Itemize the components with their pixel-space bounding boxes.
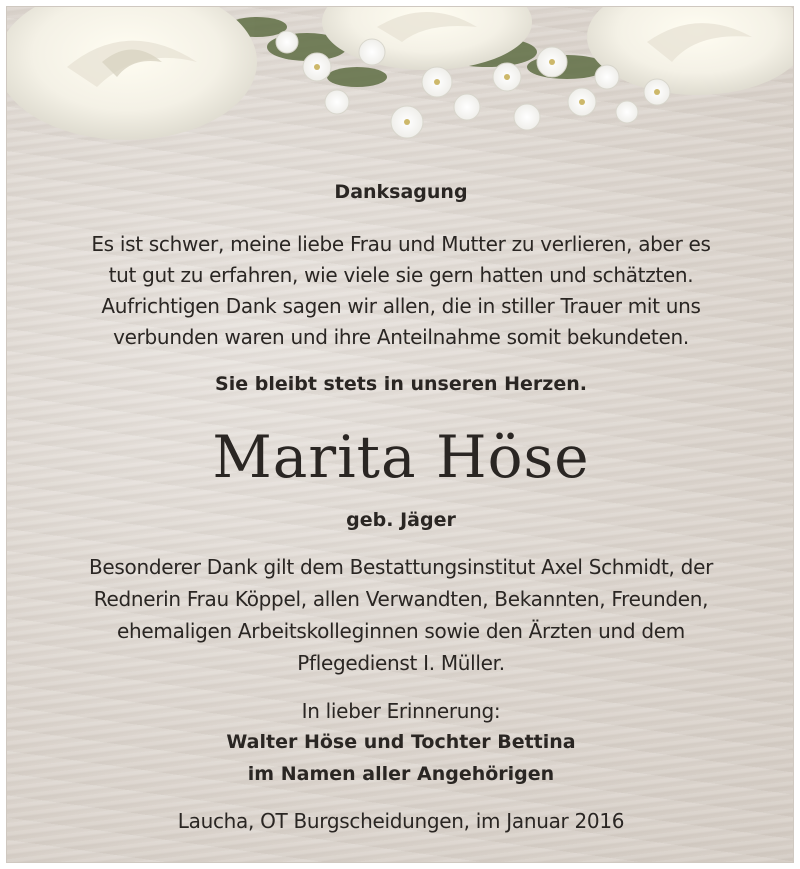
obituary-card (6, 6, 794, 863)
paragraph1-line: Aufrichtigen Dank sagen wir allen, die in stiller Trauer mit uns (101, 294, 701, 318)
paragraph1-line: verbunden waren und ihre Anteilnahme somit bekundeten. (113, 325, 689, 349)
paragraph1-line: tut gut zu erfahren, wie viele sie gern hatten und schätzten. (108, 263, 694, 287)
signer-line: im Namen aller Angehörigen (247, 763, 555, 785)
flower-decoration (7, 7, 794, 167)
deceased-name: Marita Höse (212, 423, 590, 491)
place-date: Laucha, OT Burgscheidungen, im Januar 2016 (177, 809, 625, 833)
remembrance: In lieber Erinnerung: (301, 699, 501, 723)
signer-line: Walter Höse und Tochter Bettina (226, 731, 576, 753)
heading: Danksagung (334, 181, 468, 203)
paragraph2-line: Rednerin Frau Köppel, allen Verwandten, Bekannten, Freunden, (93, 587, 709, 611)
rose-left (7, 7, 257, 140)
motto: Sie bleibt stets in unseren Herzen. (215, 373, 587, 395)
paragraph2-line: Besonderer Dank gilt dem Bestattungsinstitut Axel Schmidt, der (88, 555, 713, 579)
paragraph1-line: Es ist schwer, meine liebe Frau und Mutter zu verlieren, aber es (91, 232, 711, 256)
birth-name: geb. Jäger (346, 509, 456, 531)
paragraph2-line: ehemaligen Arbeitskolleginnen sowie den Ärzten und dem (117, 619, 685, 643)
paragraph2-line: Pflegedienst I. Müller. (297, 651, 505, 675)
